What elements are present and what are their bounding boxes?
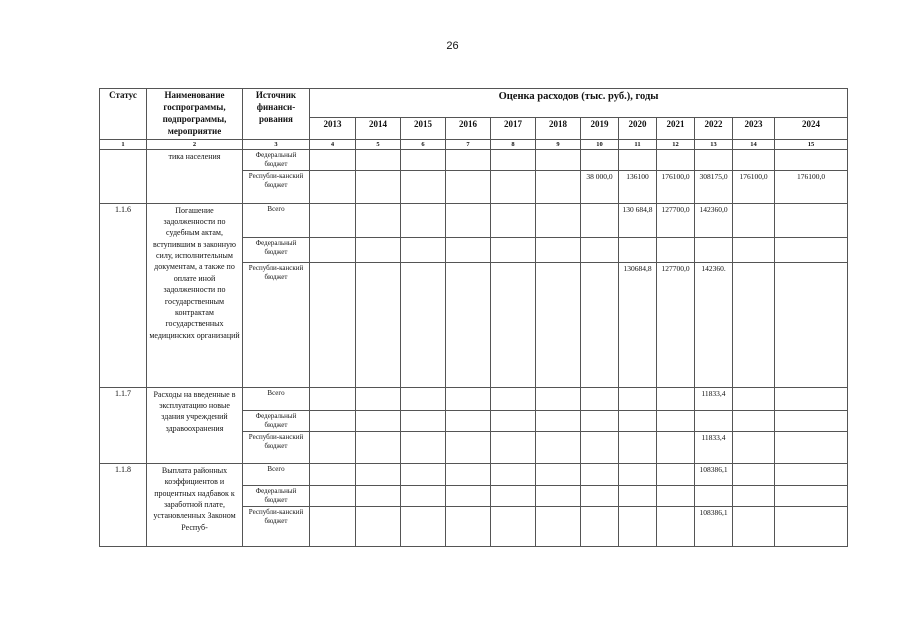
cell-value: [775, 387, 848, 410]
cell-value: [581, 485, 619, 506]
cell-value: [733, 387, 775, 410]
column-number: 4: [310, 139, 356, 149]
cell-value: 127700,0: [657, 203, 695, 237]
table-body: [100, 149, 848, 547]
column-number: 2: [147, 139, 243, 149]
cell-value: [657, 507, 695, 547]
cell-value: [356, 262, 401, 387]
cell-value: [536, 463, 581, 485]
column-number-row: [100, 139, 848, 149]
cell-value: [619, 410, 657, 431]
cell-value: [401, 262, 446, 387]
cell-value: [446, 149, 491, 170]
row-name: Выплата районных коэффициентов и процентных надбавок к заработной плате, установленных Законом Респуб-: [147, 463, 243, 546]
cell-value: [356, 507, 401, 547]
cell-value: [491, 170, 536, 203]
cell-value: [581, 387, 619, 410]
cell-value: [775, 262, 848, 387]
cell-value: [536, 431, 581, 463]
cell-value: [310, 387, 356, 410]
cell-value: [536, 203, 581, 237]
cell-value: [775, 485, 848, 506]
cell-value: [581, 463, 619, 485]
cell-value: [356, 431, 401, 463]
cell-value: [581, 262, 619, 387]
row-name: Расходы на введенные в эксплуатацию новые здания учреждений здравоохранения: [147, 387, 243, 463]
cell-value: [356, 149, 401, 170]
row-source: Федеральный бюджет: [243, 485, 310, 506]
cell-value: [536, 170, 581, 203]
year-header: 2020: [619, 118, 657, 139]
cell-value: 142360,0: [695, 203, 733, 237]
cell-value: 130 684,8: [619, 203, 657, 237]
year-header: 2021: [657, 118, 695, 139]
cell-value: [446, 170, 491, 203]
cell-value: [733, 203, 775, 237]
column-number: 1: [100, 139, 147, 149]
cell-value: [310, 410, 356, 431]
cell-value: [657, 149, 695, 170]
cell-value: [491, 237, 536, 262]
table-row: [100, 203, 848, 237]
cell-value: [310, 203, 356, 237]
cell-value: [310, 149, 356, 170]
cell-value: [446, 507, 491, 547]
cell-value: [581, 507, 619, 547]
cell-value: [536, 149, 581, 170]
row-source: Республи-канский бюджет: [243, 507, 310, 547]
cell-value: [401, 463, 446, 485]
cell-value: 108386,1: [695, 507, 733, 547]
cell-value: [657, 431, 695, 463]
cell-value: [775, 237, 848, 262]
cell-value: [619, 237, 657, 262]
page-number: 26: [446, 40, 459, 52]
row-status: 1.1.8: [100, 463, 147, 546]
cell-value: [356, 463, 401, 485]
cell-value: [310, 485, 356, 506]
header-name: Наименование госпрограммы, подпрограммы, мероприятие: [147, 89, 243, 140]
row-source: Республи-канский бюджет: [243, 431, 310, 463]
cell-value: [446, 485, 491, 506]
cell-value: [536, 507, 581, 547]
cell-value: [619, 485, 657, 506]
cell-value: [581, 410, 619, 431]
year-header: 2017: [491, 118, 536, 139]
cell-value: 308175,0: [695, 170, 733, 203]
cell-value: [733, 431, 775, 463]
cell-value: [581, 149, 619, 170]
cell-value: [775, 431, 848, 463]
cell-value: 38 000,0: [581, 170, 619, 203]
cell-value: [310, 262, 356, 387]
cell-value: [491, 262, 536, 387]
cell-value: [775, 149, 848, 170]
cell-value: [356, 387, 401, 410]
table-row: [100, 149, 848, 170]
cell-value: 108386,1: [695, 463, 733, 485]
header-source: Источник финанси-рования: [243, 89, 310, 140]
cell-value: [733, 507, 775, 547]
column-number: 14: [733, 139, 775, 149]
cell-value: [310, 463, 356, 485]
cell-value: 176100,0: [733, 170, 775, 203]
cell-value: [619, 149, 657, 170]
cell-value: [491, 431, 536, 463]
cell-value: [695, 149, 733, 170]
cell-value: [536, 485, 581, 506]
row-name: Погашение задолженности по судебным актам, вступившим в законную силу, исполнительным документам, а также по оплате иной задолженности по государственным контрактам государственных медицинских организаций: [147, 203, 243, 387]
cell-value: [775, 410, 848, 431]
cell-value: [446, 262, 491, 387]
row-source: Республи-канский бюджет: [243, 262, 310, 387]
cell-value: [356, 237, 401, 262]
cell-value: [733, 237, 775, 262]
cell-value: [619, 463, 657, 485]
column-number: 6: [401, 139, 446, 149]
column-number: 8: [491, 139, 536, 149]
year-header: 2016: [446, 118, 491, 139]
row-source: Всего: [243, 203, 310, 237]
cell-value: [491, 387, 536, 410]
cell-value: [695, 485, 733, 506]
year-header: 2022: [695, 118, 733, 139]
row-source: Всего: [243, 463, 310, 485]
column-number: 3: [243, 139, 310, 149]
cell-value: [310, 170, 356, 203]
cell-value: [619, 431, 657, 463]
cell-value: [446, 203, 491, 237]
cell-value: [733, 463, 775, 485]
cell-value: [401, 170, 446, 203]
cell-value: [491, 203, 536, 237]
cell-value: [446, 463, 491, 485]
cell-value: [446, 237, 491, 262]
cell-value: [446, 387, 491, 410]
cell-value: [733, 149, 775, 170]
cell-value: [536, 262, 581, 387]
cell-value: [401, 485, 446, 506]
cell-value: [581, 431, 619, 463]
cell-value: [491, 485, 536, 506]
row-name: тика населения: [147, 149, 243, 203]
cell-value: [581, 237, 619, 262]
cell-value: 11833,4: [695, 387, 733, 410]
cell-value: [401, 431, 446, 463]
cell-value: [401, 410, 446, 431]
cell-value: 127700,0: [657, 262, 695, 387]
row-source: Федеральный бюджет: [243, 149, 310, 170]
cell-value: [491, 410, 536, 431]
column-number: 12: [657, 139, 695, 149]
cell-value: [491, 463, 536, 485]
budget-table: [99, 88, 848, 547]
cell-value: [356, 203, 401, 237]
cell-value: 11833,4: [695, 431, 733, 463]
row-source: Федеральный бюджет: [243, 237, 310, 262]
year-header: 2018: [536, 118, 581, 139]
cell-value: [401, 387, 446, 410]
header-cost: Оценка расходов (тыс. руб.), годы: [310, 89, 848, 118]
row-status: [100, 149, 147, 203]
column-number: 15: [775, 139, 848, 149]
cell-value: [356, 410, 401, 431]
cell-value: [695, 410, 733, 431]
row-source: Республи-канский бюджет: [243, 170, 310, 203]
cell-value: 136100: [619, 170, 657, 203]
cell-value: [310, 237, 356, 262]
cell-value: 130684,8: [619, 262, 657, 387]
cell-value: [775, 203, 848, 237]
cell-value: [733, 410, 775, 431]
year-header: 2024: [775, 118, 848, 139]
cell-value: [657, 463, 695, 485]
row-source: Всего: [243, 387, 310, 410]
cell-value: [491, 507, 536, 547]
header-status: Статус: [100, 89, 147, 140]
column-number: 13: [695, 139, 733, 149]
cell-value: [733, 485, 775, 506]
cell-value: [310, 507, 356, 547]
cell-value: [536, 387, 581, 410]
column-number: 11: [619, 139, 657, 149]
cell-value: [657, 387, 695, 410]
cell-value: [401, 237, 446, 262]
cell-value: [619, 387, 657, 410]
cell-value: 176100,0: [775, 170, 848, 203]
row-status: 1.1.7: [100, 387, 147, 463]
cell-value: [356, 485, 401, 506]
column-number: 9: [536, 139, 581, 149]
year-header: 2015: [401, 118, 446, 139]
cell-value: [536, 410, 581, 431]
cell-value: 142360.: [695, 262, 733, 387]
cell-value: [401, 203, 446, 237]
cell-value: [657, 237, 695, 262]
column-number: 5: [356, 139, 401, 149]
year-header: 2019: [581, 118, 619, 139]
cell-value: [536, 237, 581, 262]
cell-value: [401, 149, 446, 170]
column-number: 7: [446, 139, 491, 149]
row-source: Федеральный бюджет: [243, 410, 310, 431]
cell-value: [446, 410, 491, 431]
table-row: [100, 463, 848, 485]
cell-value: [733, 262, 775, 387]
cell-value: [775, 463, 848, 485]
cell-value: [401, 507, 446, 547]
cell-value: [657, 410, 695, 431]
cell-value: [446, 431, 491, 463]
table-row: [100, 387, 848, 410]
cell-value: [356, 170, 401, 203]
cell-value: [581, 203, 619, 237]
year-header: 2023: [733, 118, 775, 139]
cell-value: [310, 431, 356, 463]
year-header: 2014: [356, 118, 401, 139]
column-number: 10: [581, 139, 619, 149]
cell-value: [491, 149, 536, 170]
cell-value: 176100,0: [657, 170, 695, 203]
cell-value: [695, 237, 733, 262]
cell-value: [619, 507, 657, 547]
row-status: 1.1.6: [100, 203, 147, 387]
cell-value: [775, 507, 848, 547]
year-header: 2013: [310, 118, 356, 139]
cell-value: [657, 485, 695, 506]
